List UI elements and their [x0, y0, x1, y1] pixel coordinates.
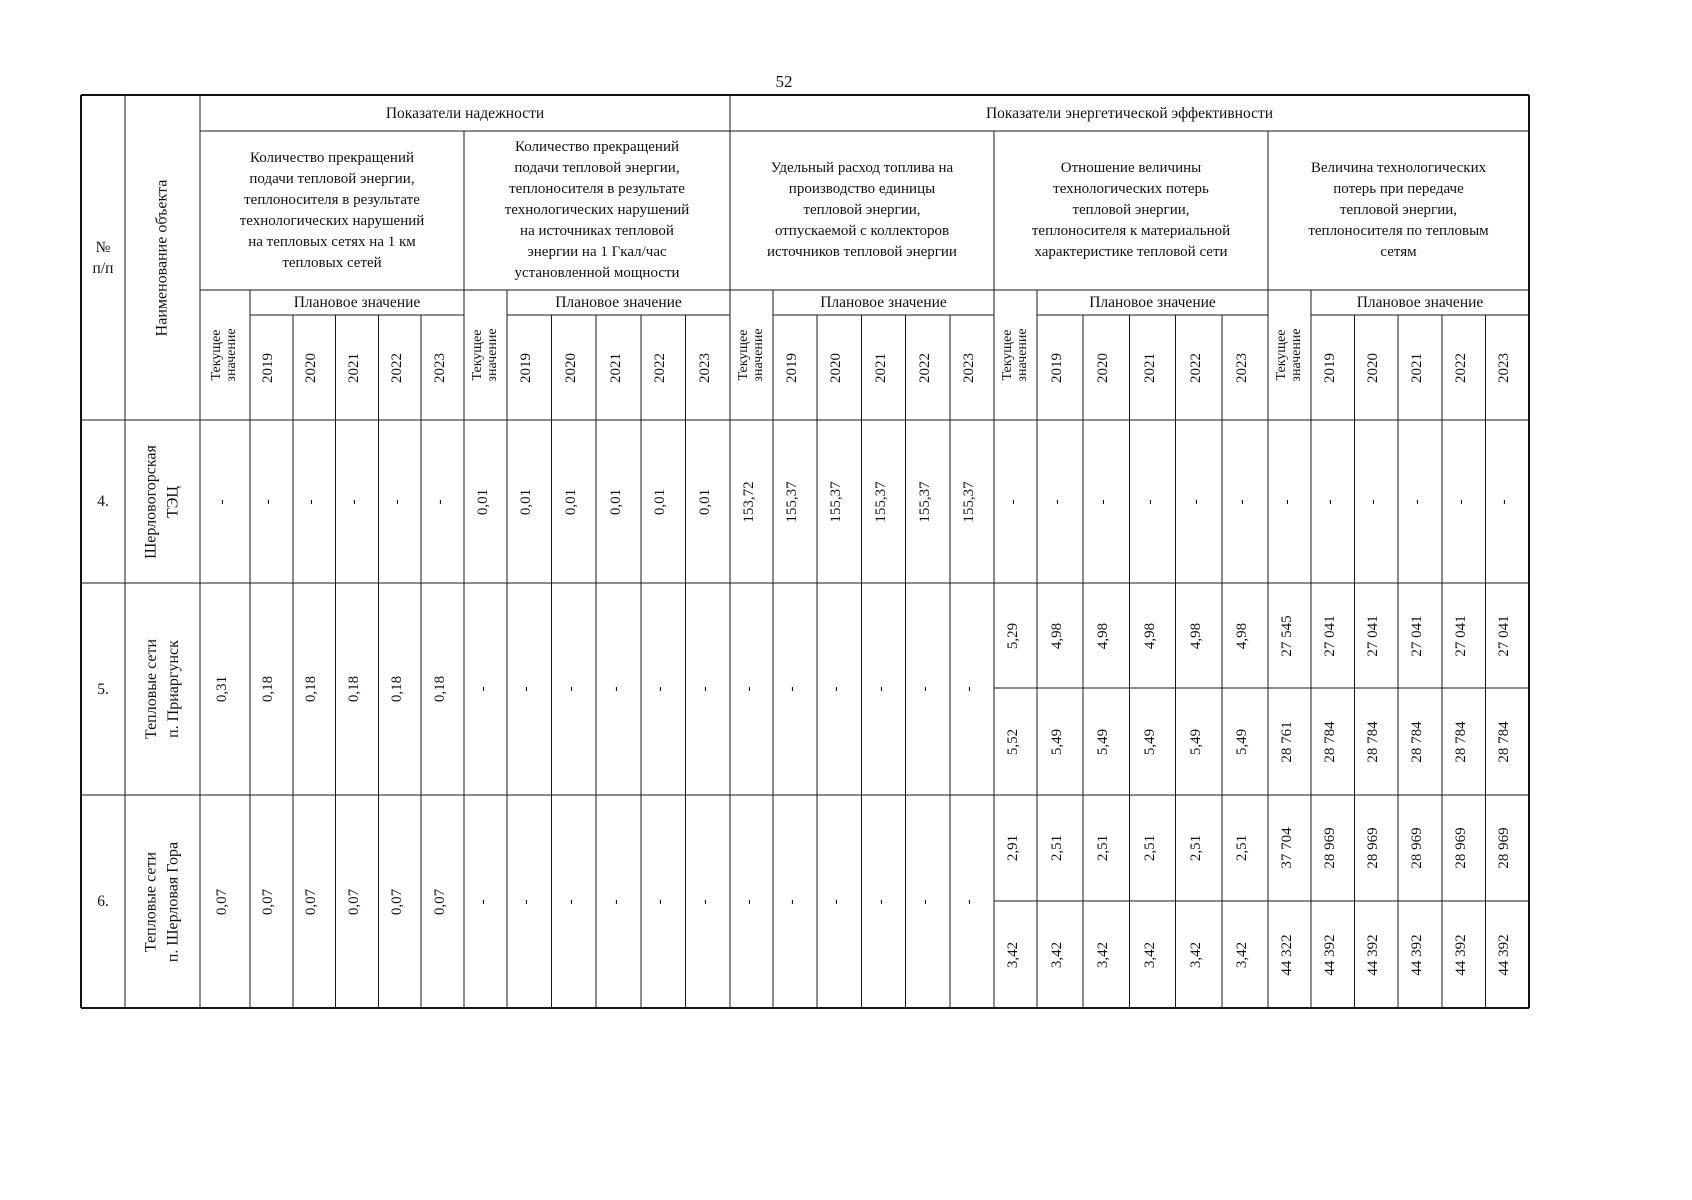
- table-cell: 155,37: [916, 480, 933, 523]
- table-cell: 5,49: [1233, 728, 1250, 755]
- table-cell: 155,37: [960, 480, 977, 523]
- table-cell: 44 392: [1496, 933, 1513, 976]
- table-cell: 2,51: [1233, 834, 1250, 862]
- table-cell: -: [916, 899, 933, 904]
- table-cell: -: [474, 686, 491, 692]
- table-cell: -: [1278, 499, 1295, 504]
- table-cell: 27 041: [1496, 614, 1513, 657]
- table-cell: 0,01: [518, 488, 535, 515]
- year-header: 2019: [518, 352, 535, 383]
- table-cell: 3,42: [1141, 941, 1158, 968]
- table-cell: 28 761: [1278, 720, 1295, 763]
- table-cell: -: [1049, 499, 1066, 504]
- table-cell: 0,07: [260, 888, 277, 915]
- table-cell: -: [872, 899, 889, 904]
- table-cell: -: [784, 899, 801, 904]
- table-cell: 4,98: [1049, 622, 1066, 649]
- table-cell: -: [1496, 499, 1513, 504]
- group-header-reliability: Показатели надежности: [385, 104, 545, 122]
- year-header: 2022: [1452, 352, 1469, 383]
- indicator-header: Количество прекращений подачи тепловой энергии, теплоносителя в результате технологических нарушений на источниках тепловой энергии на 1 Гкал/час установленной мощности: [504, 139, 690, 281]
- table-cell: -: [346, 499, 362, 504]
- table-cell: -: [1452, 499, 1469, 504]
- table-cell: 3,42: [1187, 941, 1204, 968]
- indicator-header: Количество прекращений подачи тепловой энергии, теплоносителя в результате технологических нарушений на тепловых сетях на 1 км тепловых сетей: [239, 149, 425, 271]
- table-cell: -: [1233, 499, 1250, 504]
- table-cell: -: [1365, 499, 1382, 504]
- table-cell: 5,49: [1141, 728, 1158, 755]
- table-cell: 3,42: [1004, 941, 1021, 968]
- table-cell: 44 392: [1452, 933, 1469, 976]
- year-header: 2019: [784, 352, 801, 383]
- page-number: 52: [775, 72, 793, 91]
- table-cell: -: [960, 899, 977, 904]
- current-value-header: Текущее значение: [469, 328, 500, 382]
- table-cell: 27 041: [1365, 614, 1382, 657]
- table-cell: -: [474, 899, 491, 904]
- table-cell: 0,07: [388, 888, 405, 915]
- table-cell: -: [828, 899, 845, 904]
- current-value-header: Текущее значение: [735, 328, 766, 382]
- table-cell: 28 784: [1409, 720, 1425, 763]
- object-name: Тепловые сети п. Приаргунск: [142, 638, 182, 740]
- table-cell: 44 322: [1278, 933, 1295, 976]
- table-cell: -: [214, 499, 230, 504]
- table-cell: 28 784: [1321, 720, 1338, 763]
- table-cell: 2,51: [1187, 834, 1204, 862]
- year-header: 2021: [607, 352, 624, 383]
- year-header: 2023: [431, 352, 448, 383]
- table-cell: 0,18: [431, 675, 448, 703]
- table-cell: 4,98: [1187, 622, 1204, 649]
- row-number: 6.: [97, 893, 109, 910]
- planned-value-header: Плановое значение: [1356, 294, 1484, 311]
- table-cell: 0,07: [346, 888, 362, 915]
- table-cell: 28 969: [1496, 827, 1513, 869]
- table-cell: 0,18: [260, 675, 277, 703]
- table-cell: -: [607, 686, 624, 692]
- table-cell: 153,72: [740, 480, 757, 523]
- table-cell: 4,98: [1095, 622, 1112, 649]
- table-cell: 155,37: [828, 480, 845, 523]
- table-cell: 0,01: [607, 488, 624, 515]
- table-cell: 28 969: [1452, 827, 1469, 869]
- indicator-header: Отношение величины технологических потерь тепловой энергии, теплоносителя к материальной характеристике тепловой сети: [1031, 160, 1231, 260]
- table-cell: 4,98: [1233, 622, 1250, 649]
- table-cell: 5,49: [1095, 728, 1112, 755]
- object-name-header: Наименование объекта: [153, 179, 171, 336]
- table-cell: 0,07: [214, 888, 230, 915]
- row-number: 4.: [97, 493, 109, 510]
- year-header: 2022: [652, 352, 669, 383]
- table-cell: 3,42: [1095, 941, 1112, 968]
- table-cell: 28 784: [1496, 720, 1513, 763]
- table-cell: 0,01: [474, 488, 491, 515]
- planned-value-header: Плановое значение: [1089, 294, 1216, 311]
- table-cell: 5,52: [1004, 728, 1021, 755]
- table-cell: 0,18: [346, 675, 362, 703]
- year-header: 2021: [1141, 352, 1158, 383]
- table-cell: 44 392: [1365, 933, 1382, 976]
- year-header: 2022: [1187, 352, 1204, 383]
- table-cell: 5,49: [1049, 728, 1066, 755]
- table-cell: 27 041: [1452, 614, 1469, 657]
- table-cell: -: [1187, 499, 1204, 504]
- table-cell: -: [652, 686, 669, 692]
- table-cell: 2,51: [1095, 834, 1112, 862]
- table-cell: -: [303, 499, 320, 504]
- table-cell: -: [696, 899, 713, 904]
- row-number: 5.: [97, 680, 109, 698]
- table-cell: 0,18: [303, 675, 320, 703]
- table-cell: 0,01: [562, 488, 579, 515]
- planned-value-header: Плановое значение: [555, 294, 682, 311]
- row-number-header: № п/п: [92, 238, 114, 277]
- current-value-header: Текущее значение: [999, 328, 1030, 382]
- object-name: Тепловые сети п. Шерловая Гора: [142, 841, 182, 962]
- table-cell: -: [960, 686, 977, 692]
- year-header: 2020: [828, 352, 845, 383]
- table-cell: 4,98: [1141, 622, 1158, 649]
- table-cell: 44 392: [1321, 933, 1338, 976]
- table-cell: 0,01: [696, 488, 713, 515]
- table-cell: 27 041: [1409, 614, 1425, 657]
- table-cell: 155,37: [872, 480, 889, 523]
- year-header: 2019: [1049, 352, 1066, 383]
- current-value-header: Текущее значение: [209, 328, 239, 382]
- table-cell: 28 969: [1365, 827, 1382, 869]
- year-header: 2022: [916, 352, 933, 383]
- year-header: 2020: [562, 352, 579, 383]
- table-cell: -: [388, 499, 405, 504]
- table-cell: 27 545: [1278, 614, 1295, 657]
- table-cell: 28 969: [1409, 827, 1425, 869]
- table-cell: -: [1321, 499, 1338, 504]
- table-cell: 2,51: [1049, 834, 1066, 862]
- group-header-efficiency: Показатели энергетической эффективности: [985, 104, 1274, 122]
- current-value-header: Текущее значение: [1273, 328, 1304, 382]
- planned-value-header: Плановое значение: [820, 294, 947, 311]
- table-cell: -: [518, 899, 535, 904]
- table-cell: 0,01: [652, 488, 669, 515]
- table-cell: -: [562, 686, 579, 692]
- object-name: Шерловогорская ТЭЦ: [142, 444, 182, 559]
- table-cell: -: [872, 686, 889, 692]
- year-header: 2022: [388, 352, 405, 383]
- year-header: 2023: [696, 352, 713, 383]
- year-header: 2019: [1321, 352, 1338, 383]
- table-cell: 5,49: [1187, 728, 1204, 755]
- table-cell: -: [1095, 499, 1112, 504]
- year-header: 2020: [303, 352, 320, 383]
- table-cell: 0,31: [214, 675, 230, 703]
- table-cell: 28 784: [1365, 720, 1382, 763]
- table-cell: 2,51: [1141, 834, 1158, 862]
- table-cell: 37 704: [1278, 827, 1295, 869]
- table-cell: 2,91: [1004, 834, 1021, 862]
- table-cell: 0,07: [431, 888, 448, 915]
- table-cell: -: [784, 686, 801, 692]
- table-cell: 44 392: [1409, 933, 1425, 976]
- table-cell: -: [828, 686, 845, 692]
- table-cell: 27 041: [1321, 614, 1338, 657]
- table-cell: -: [260, 499, 277, 504]
- table-cell: -: [562, 899, 579, 904]
- year-header: 2020: [1095, 352, 1112, 383]
- year-header: 2020: [1365, 352, 1382, 383]
- table-cell: -: [1409, 499, 1425, 504]
- table-cell: -: [1004, 499, 1021, 504]
- table-cell: -: [431, 499, 448, 504]
- table-cell: -: [518, 686, 535, 692]
- table-cell: -: [740, 686, 757, 692]
- table-cell: 0,18: [388, 675, 405, 703]
- table-cell: 5,29: [1004, 622, 1021, 649]
- year-header: 2019: [260, 352, 277, 383]
- year-header: 2023: [1233, 352, 1250, 383]
- table-cell: -: [740, 899, 757, 904]
- indicator-header: Удельный расход топлива на производство единицы тепловой энергии, отпускаемой с коллекторов источников тепловой энергии: [767, 160, 957, 260]
- year-header: 2021: [872, 352, 889, 383]
- table-cell: 3,42: [1049, 941, 1066, 968]
- table-cell: -: [652, 899, 669, 904]
- year-header: 2023: [960, 352, 977, 383]
- table-cell: 155,37: [784, 480, 801, 523]
- year-header: 2021: [346, 352, 362, 383]
- year-header: 2023: [1496, 352, 1513, 383]
- indicator-header: Величина технологических потерь при передаче тепловой энергии, теплоносителя по тепловым сетям: [1308, 160, 1489, 260]
- table-cell: 28 969: [1321, 827, 1338, 869]
- year-header: 2021: [1409, 352, 1425, 383]
- table-cell: 3,42: [1233, 941, 1250, 968]
- table-cell: -: [696, 686, 713, 692]
- table-cell: 28 784: [1452, 720, 1469, 763]
- table-cell: 0,07: [303, 888, 320, 915]
- table-cell: -: [607, 899, 624, 904]
- table-cell: -: [916, 686, 933, 692]
- table-cell: -: [1141, 499, 1158, 504]
- planned-value-header: Плановое значение: [293, 294, 421, 311]
